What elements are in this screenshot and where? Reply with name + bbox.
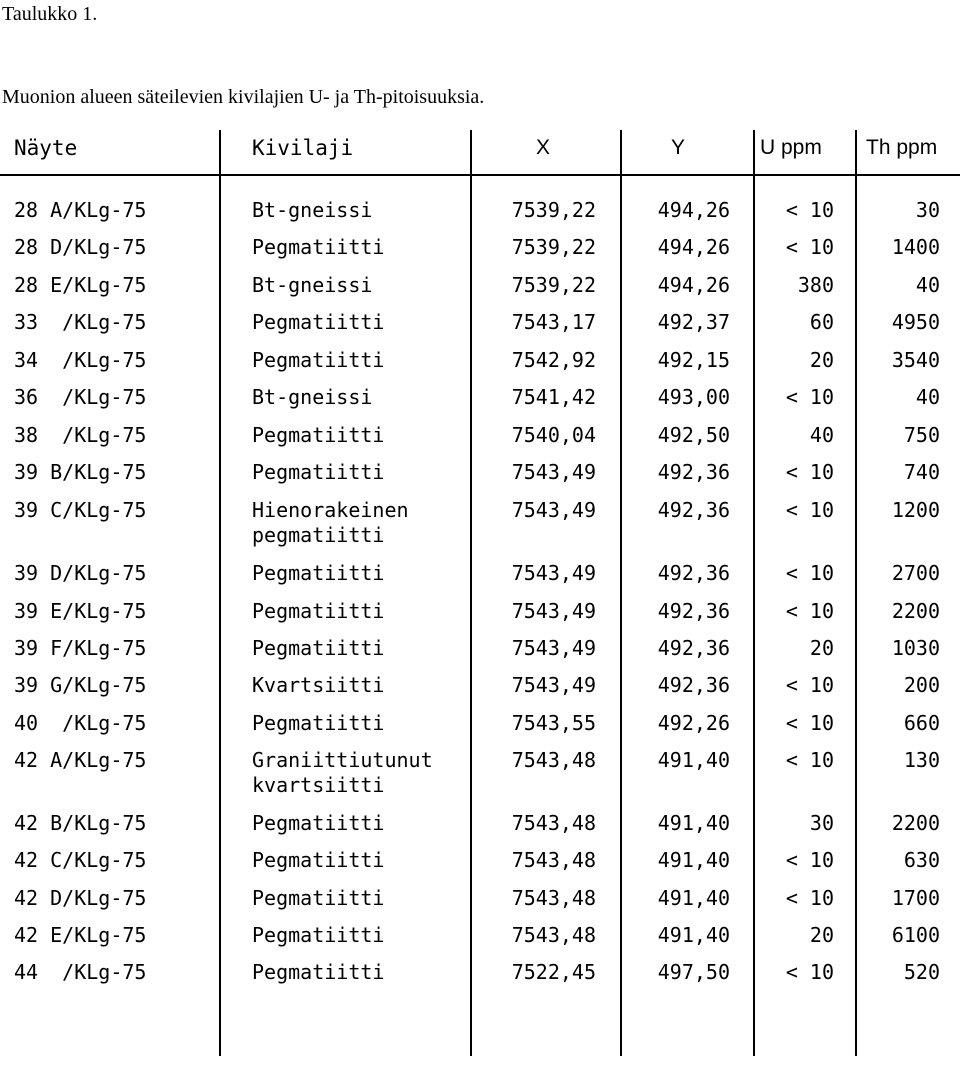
cell-kivilaji: Pegmatiitti [252,886,385,910]
cell-y: 492,36 [657,599,730,623]
cell-kivilaji: Pegmatiitti [252,923,385,947]
cell-kivilaji: Pegmatiitti [252,423,385,447]
cell-th-ppm: 3540 [891,348,940,372]
cell-u-ppm: 20 [809,348,834,372]
cell-th-ppm: 660 [903,711,940,735]
cell-nayte: 39 C/KLg-75 [14,498,147,522]
cell-u-ppm: < 10 [785,198,834,222]
cell-y: 494,26 [657,235,730,259]
cell-kivilaji: Pegmatiitti [252,348,385,372]
cell-nayte: 33 /KLg-75 [14,310,147,334]
cell-y: 491,40 [657,748,730,772]
cell-y: 494,26 [657,198,730,222]
cell-nayte: 42 B/KLg-75 [14,811,147,835]
cell-u-ppm: < 10 [785,711,834,735]
cell-kivilaji: Pegmatiitti [252,235,385,259]
cell-nayte: 38 /KLg-75 [14,423,147,447]
cell-x: 7543,17 [511,310,596,334]
cell-kivilaji: Pegmatiitti [252,460,385,484]
cell-nayte: 40 /KLg-75 [14,711,147,735]
cell-u-ppm: < 10 [785,599,834,623]
cell-kivilaji: Pegmatiitti [252,636,385,660]
cell-nayte: 42 E/KLg-75 [14,923,147,947]
cell-u-ppm: < 10 [785,960,834,984]
cell-kivilaji: Pegmatiitti [252,561,385,585]
cell-nayte: 28 A/KLg-75 [14,198,147,222]
cell-th-ppm: 30 [915,198,940,222]
cell-y: 492,37 [657,310,730,334]
cell-kivilaji-line2: pegmatiitti [252,523,385,547]
cell-u-ppm: < 10 [785,385,834,409]
cell-th-ppm: 2200 [891,599,940,623]
column-divider-2 [470,130,472,1056]
cell-nayte: 39 F/KLg-75 [14,636,147,660]
cell-kivilaji: Pegmatiitti [252,848,385,872]
cell-th-ppm: 1030 [891,636,940,660]
cell-nayte: 42 A/KLg-75 [14,748,147,772]
cell-y: 493,00 [657,385,730,409]
cell-y: 492,36 [657,561,730,585]
cell-u-ppm: 40 [809,423,834,447]
cell-x: 7543,48 [511,811,596,835]
cell-x: 7543,55 [511,711,596,735]
cell-u-ppm: 380 [797,273,834,297]
cell-nayte: 39 G/KLg-75 [14,673,147,697]
cell-x: 7543,49 [511,460,596,484]
cell-u-ppm: 60 [809,310,834,334]
cell-kivilaji: Hienorakeinen [252,498,409,522]
cell-y: 492,15 [657,348,730,372]
column-divider-3 [620,130,622,1056]
cell-x: 7543,49 [511,498,596,522]
cell-nayte: 28 D/KLg-75 [14,235,147,259]
cell-nayte: 42 D/KLg-75 [14,886,147,910]
cell-u-ppm: < 10 [785,460,834,484]
cell-x: 7522,45 [511,960,596,984]
cell-th-ppm: 630 [903,848,940,872]
cell-nayte: 42 C/KLg-75 [14,848,147,872]
header-th-ppm: Th ppm [866,136,938,159]
cell-th-ppm: 750 [903,423,940,447]
cell-kivilaji: Pegmatiitti [252,811,385,835]
column-divider-1 [219,130,221,1056]
cell-kivilaji: Pegmatiitti [252,711,385,735]
cell-kivilaji-line2: kvartsiitti [252,773,385,797]
cell-nayte: 44 /KLg-75 [14,960,147,984]
header-rule [0,174,960,176]
cell-u-ppm: < 10 [785,673,834,697]
cell-nayte: 28 E/KLg-75 [14,273,147,297]
cell-nayte: 39 D/KLg-75 [14,561,147,585]
cell-u-ppm: < 10 [785,848,834,872]
cell-x: 7543,48 [511,886,596,910]
cell-x: 7543,49 [511,673,596,697]
cell-x: 7543,49 [511,561,596,585]
cell-y: 491,40 [657,886,730,910]
table-label: Taulukko 1. [2,3,98,25]
cell-y: 492,26 [657,711,730,735]
cell-x: 7540,04 [511,423,596,447]
cell-th-ppm: 130 [903,748,940,772]
cell-u-ppm: < 10 [785,235,834,259]
cell-y: 492,50 [657,423,730,447]
cell-y: 492,36 [657,460,730,484]
cell-kivilaji: Pegmatiitti [252,960,385,984]
cell-th-ppm: 2700 [891,561,940,585]
cell-x: 7542,92 [511,348,596,372]
cell-th-ppm: 2200 [891,811,940,835]
cell-x: 7543,48 [511,848,596,872]
cell-x: 7541,42 [511,385,596,409]
cell-th-ppm: 740 [903,460,940,484]
cell-nayte: 39 E/KLg-75 [14,599,147,623]
header-x: X [536,136,551,159]
cell-th-ppm: 1200 [891,498,940,522]
cell-y: 491,40 [657,811,730,835]
cell-kivilaji: Bt-gneissi [252,273,373,297]
table-title: Muonion alueen säteilevien kivilajien U- ja Th-pitoisuuksia. [2,86,485,108]
cell-nayte: 39 B/KLg-75 [14,460,147,484]
cell-nayte: 34 /KLg-75 [14,348,147,372]
cell-y: 492,36 [657,498,730,522]
column-divider-5 [855,130,857,1056]
cell-y: 491,40 [657,923,730,947]
cell-th-ppm: 520 [903,960,940,984]
cell-th-ppm: 4950 [891,310,940,334]
cell-kivilaji: Kvartsiitti [252,673,385,697]
column-divider-4 [753,130,755,1056]
header-nayte: Näyte [14,136,78,160]
header-u-ppm: U ppm [760,136,822,159]
cell-u-ppm: 20 [809,636,834,660]
cell-nayte: 36 /KLg-75 [14,385,147,409]
cell-kivilaji: Pegmatiitti [252,599,385,623]
cell-x: 7539,22 [511,235,596,259]
cell-th-ppm: 40 [915,385,940,409]
cell-y: 497,50 [657,960,730,984]
header-kivilaji: Kivilaji [252,136,354,160]
cell-th-ppm: 1400 [891,235,940,259]
cell-th-ppm: 40 [915,273,940,297]
cell-u-ppm: 20 [809,923,834,947]
cell-th-ppm: 200 [903,673,940,697]
cell-u-ppm: 30 [809,811,834,835]
cell-x: 7539,22 [511,198,596,222]
cell-y: 491,40 [657,848,730,872]
header-y: Y [671,136,686,159]
cell-u-ppm: < 10 [785,748,834,772]
cell-th-ppm: 6100 [891,923,940,947]
cell-u-ppm: < 10 [785,561,834,585]
cell-x: 7543,49 [511,599,596,623]
cell-y: 494,26 [657,273,730,297]
cell-kivilaji: Bt-gneissi [252,198,373,222]
cell-x: 7543,49 [511,636,596,660]
cell-x: 7539,22 [511,273,596,297]
cell-u-ppm: < 10 [785,886,834,910]
cell-x: 7543,48 [511,748,596,772]
cell-x: 7543,48 [511,923,596,947]
cell-kivilaji: Pegmatiitti [252,310,385,334]
cell-u-ppm: < 10 [785,498,834,522]
cell-y: 492,36 [657,673,730,697]
cell-kivilaji: Graniittiutunut [252,748,433,772]
cell-th-ppm: 1700 [891,886,940,910]
cell-y: 492,36 [657,636,730,660]
cell-kivilaji: Bt-gneissi [252,385,373,409]
